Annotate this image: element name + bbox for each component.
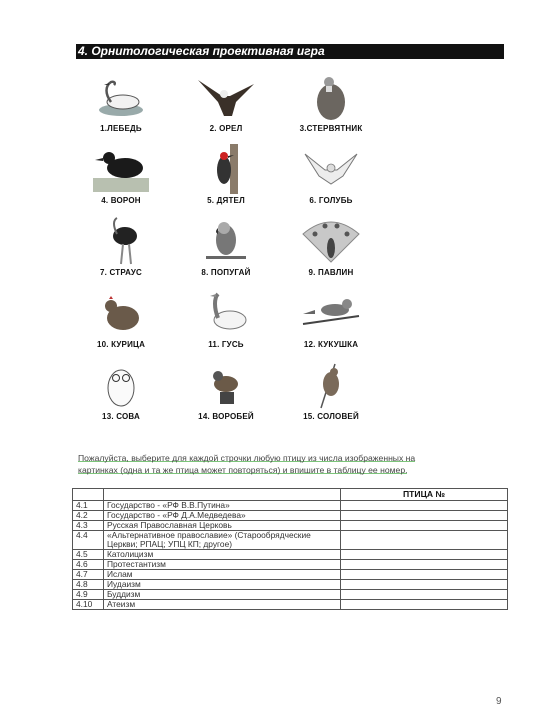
row-number: 4.10	[73, 600, 104, 610]
ostrich-icon	[91, 216, 151, 266]
cuckoo-icon	[301, 288, 361, 338]
peacock-icon	[301, 216, 361, 266]
answer-table	[72, 488, 508, 610]
eagle-icon	[196, 72, 256, 122]
row-name: Протестантизм	[104, 560, 341, 570]
instruction-line-1: Пожалуйста, выберите для каждой строчки любую птицу из числа изображенных на	[78, 453, 416, 463]
nightingale-icon	[301, 360, 361, 410]
bird-label: 13. СОВА	[102, 412, 140, 421]
bird-label: 14. ВОРОБЕЙ	[198, 412, 254, 421]
row-number: 4.4	[73, 531, 104, 550]
dove-icon	[301, 144, 361, 194]
goose-icon	[196, 288, 256, 338]
bird-label: 3.СТЕРВЯТНИК	[299, 124, 363, 133]
bird-number-cell[interactable]	[341, 511, 508, 521]
row-number: 4.7	[73, 570, 104, 580]
bird-card-ostrich	[76, 216, 166, 280]
row-name: «Альтернативное православие» (Старообрядческие Церкви; РПАЦ; УПЦ КП; другое)	[104, 531, 341, 550]
woodpecker-icon	[196, 144, 256, 194]
bird-number-cell[interactable]	[341, 550, 508, 560]
bird-number-cell[interactable]	[341, 560, 508, 570]
bird-card-peacock	[286, 216, 376, 280]
bird-number-cell[interactable]	[341, 531, 508, 550]
row-name: Католицизм	[104, 550, 341, 560]
bird-label: 2. ОРЕЛ	[209, 124, 243, 133]
table-row	[73, 531, 508, 550]
row-number: 4.8	[73, 580, 104, 590]
bird-label: 5. ДЯТЕЛ	[207, 196, 245, 205]
bird-label: 9. ПАВЛИН	[308, 268, 354, 277]
bird-card-nightingale	[286, 360, 376, 424]
bird-label: 7. СТРАУС	[99, 268, 143, 277]
bird-number-cell[interactable]	[341, 600, 508, 610]
row-name: Государство - «РФ Д.А.Медведева»	[104, 511, 341, 521]
bird-card-owl	[76, 360, 166, 424]
hen-icon	[91, 288, 151, 338]
row-name: Русская Православная Церковь	[104, 521, 341, 531]
table-row	[73, 600, 508, 610]
table-row	[73, 580, 508, 590]
row-number: 4.5	[73, 550, 104, 560]
table-row	[73, 501, 508, 511]
bird-card-eagle	[181, 72, 271, 136]
bird-number-cell[interactable]	[341, 590, 508, 600]
bird-card-swan	[76, 72, 166, 136]
bird-label: 11. ГУСЬ	[208, 340, 244, 349]
table-row	[73, 570, 508, 580]
table-row	[73, 590, 508, 600]
bird-label: 15. СОЛОВЕЙ	[303, 412, 359, 421]
row-name: Атеизм	[104, 600, 341, 610]
swan-icon	[91, 72, 151, 122]
bird-card-raven	[76, 144, 166, 208]
bird-number-cell[interactable]	[341, 580, 508, 590]
table-row	[73, 521, 508, 531]
bird-card-sparrow	[181, 360, 271, 424]
table-row	[73, 511, 508, 521]
header-name-cell	[104, 489, 341, 501]
header-bird-cell: ПТИЦА №	[341, 489, 508, 501]
bird-card-hen	[76, 288, 166, 352]
bird-label: 8. ПОПУГАЙ	[201, 268, 251, 277]
instruction-text	[78, 452, 498, 476]
row-number: 4.9	[73, 590, 104, 600]
bird-card-woodpecker	[181, 144, 271, 208]
bird-number-cell[interactable]	[341, 521, 508, 531]
row-number: 4.1	[73, 501, 104, 511]
row-name: Буддизм	[104, 590, 341, 600]
row-number: 4.6	[73, 560, 104, 570]
header-num-cell	[73, 489, 104, 501]
table-row	[73, 550, 508, 560]
parrot-icon	[196, 216, 256, 266]
table-row	[73, 560, 508, 570]
bird-number-cell[interactable]	[341, 570, 508, 580]
sparrow-icon	[196, 360, 256, 410]
bird-card-cuckoo	[286, 288, 376, 352]
bird-card-vulture	[286, 72, 376, 136]
bird-label: 6. ГОЛУБЬ	[309, 196, 353, 205]
bird-card-goose	[181, 288, 271, 352]
row-name: Иудаизм	[104, 580, 341, 590]
instruction-line-2: картинках (одна и та же птица может повторяться) и впишите в таблицу ее номер.	[78, 465, 408, 475]
row-number: 4.2	[73, 511, 104, 521]
vulture-icon	[301, 72, 361, 122]
bird-number-cell[interactable]	[341, 501, 508, 511]
page-number: 9	[496, 696, 502, 707]
bird-card-dove	[286, 144, 376, 208]
row-name: Ислам	[104, 570, 341, 580]
bird-label: 1.ЛЕБЕДЬ	[100, 124, 142, 133]
bird-label: 4. ВОРОН	[101, 196, 141, 205]
table-header-row	[73, 489, 508, 501]
bird-label: 10. КУРИЦА	[96, 340, 146, 349]
owl-icon	[91, 360, 151, 410]
bird-card-parrot	[181, 216, 271, 280]
bird-label: 12. КУКУШКА	[303, 340, 359, 349]
section-heading: 4. Орнитологическая проективная игра	[76, 44, 504, 59]
row-number: 4.3	[73, 521, 104, 531]
row-name: Государство - «РФ В.В.Путина»	[104, 501, 341, 511]
raven-icon	[91, 144, 151, 194]
